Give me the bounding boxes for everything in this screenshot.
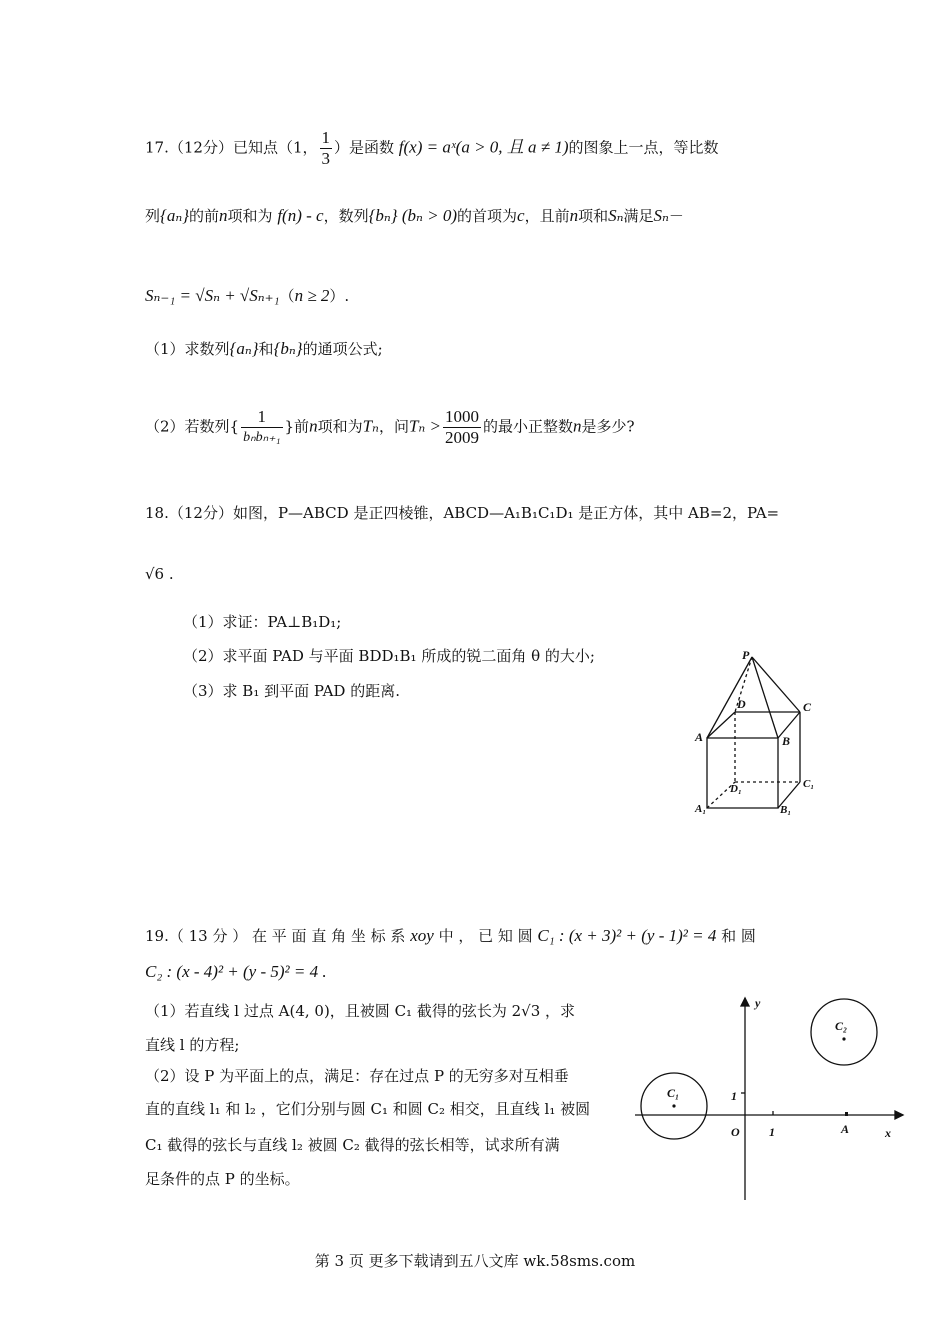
point-a-mark [845, 1112, 848, 1116]
tick-y-1: 1 [731, 1089, 737, 1103]
page-footer: 第 3 页 更多下载请到五八文库 wk.58sms.com [314, 1252, 636, 1270]
q19-part2-line3: C₁ 截得的弦长与直线 l₂ 被圆 C₂ 截得的弦长相等，试求所有满 [145, 1136, 560, 1154]
q17-part2-fraction: $\frac{1}{\text{bₙbₙ₊₁}}$ [243, 407, 281, 445]
label-B: B [782, 734, 791, 748]
q17-part1: （1）求数列{aₙ}和{bₙ}的通项公式; [145, 339, 383, 358]
label-A1: A₁ [695, 803, 707, 815]
origin-label: O [731, 1125, 740, 1139]
label-P: P [742, 648, 750, 662]
label-C1: C₁ [803, 778, 815, 790]
q19-part2-line2: 直的直线 l₁ 和 l₂ ，它们分别与圆 C₁ 和圆 C₂ 相交，且直线 l₁ 被圆 [145, 1100, 591, 1118]
tick-x-1: 1 [769, 1125, 775, 1139]
q18-line1: 18.（12分）如图，P—ABCD 是正四棱锥，ABCD—A₁B₁C₁D₁ 是正方体，其中 AB=2，PA= [145, 504, 780, 522]
q17-part2: （2）若数列{ $\frac{1}{\text{bₙbₙ₊₁}}$ }前n项和为Tₙ，问Tₙ > $\frac{1000}{2009}$ 的最小正整数n是多少? [145, 407, 635, 447]
q17-part2-fraction2: $\frac{1000}{2009}$ [445, 407, 480, 447]
q19-part1-line1: （1）若直线 l 过点 A(4, 0)，且被圆 C₁ 截得的弦长为 2√3 ，求 [145, 1002, 576, 1020]
q19-part2-line1: （2）设 P 为平面上的点，满足：存在过点 P 的无穷多对互相垂 [145, 1067, 569, 1085]
axis-x-label: x [885, 1126, 891, 1140]
q19-line2: C₂ : (x - 4)² + (y - 5)² = 4 . [145, 962, 327, 981]
q17-line1: 17.（12分）已知点（1， $\frac{1}{3}$ ）是函数 f(x) = aˣ(a > 0, 且 a ≠ 1)的图象上一点，等比数 [145, 128, 719, 168]
c2-center [842, 1037, 845, 1040]
c2-label: C₂ [835, 1019, 848, 1033]
q17-line2: 列{aₙ}的前n项和为 f(n) - c，数列{bₙ} (bₙ > 0)的首项为c，且前n项和Sₙ满足Sₙ－ [145, 206, 684, 225]
c1-label: C₁ [667, 1086, 680, 1100]
q17-fraction: $\frac{1}{3}$ [321, 128, 330, 168]
label-A: A [695, 730, 704, 744]
q19-part1-line2: 直线 l 的方程; [145, 1036, 240, 1054]
label-D: D [737, 697, 746, 711]
q18-part2: （2）求平面 PAD 与平面 BDD₁B₁ 所成的锐二面角 θ 的大小; [183, 647, 595, 665]
label-B1: B₁ [780, 804, 792, 816]
label-C: C [803, 700, 812, 714]
label-D1: D₁ [730, 783, 742, 795]
c1-center [672, 1104, 675, 1107]
axis-y-label: y [755, 996, 761, 1010]
q17-line3: Sₙ₋₁ = √Sₙ + √Sₙ₊₁（n ≥ 2）. [145, 286, 350, 305]
q19-coordinate-figure [635, 995, 910, 1205]
q18-line2: √6 . [145, 565, 174, 583]
q18-pyramid-cube-figure [690, 645, 820, 820]
q19-line1: 19.（ 13 分 ） 在 平 面 直 角 坐 标 系 xoy 中 ， 已 知 圆 C₁ : (x + 3)² + (y - 1)² = 4 和 圆 [145, 926, 756, 945]
q18-part3: （3）求 B₁ 到平面 PAD 的距离. [183, 682, 400, 700]
q19-part2-line4: 足条件的点 P 的坐标。 [145, 1170, 300, 1188]
point-a-label: A [841, 1122, 850, 1136]
q18-part1: （1）求证：PA⊥B₁D₁; [183, 613, 342, 631]
